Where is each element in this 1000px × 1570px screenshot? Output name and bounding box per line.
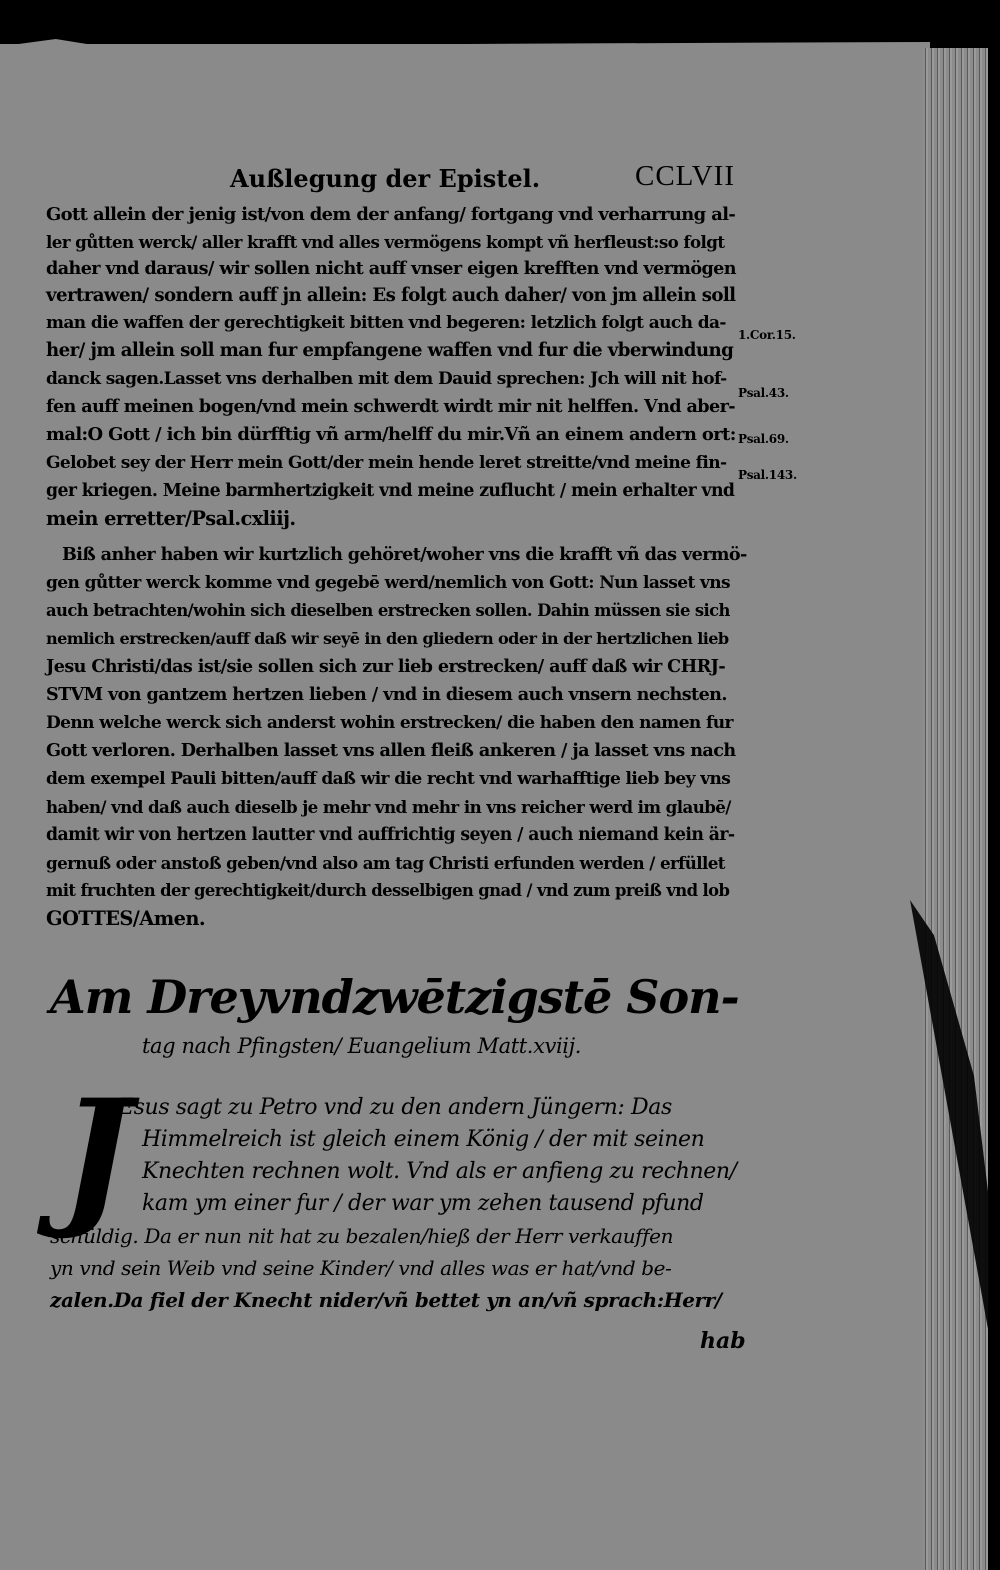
text-line: fen auff meinen bogen/vnd mein schwerdt wirdt mir nit helffen. Vnd aber- <box>46 396 735 417</box>
text-line: Esus sagt zu Petro vnd zu den andern Jüngern: Das <box>118 1095 672 1120</box>
section-subheading: tag nach Pfingsten/ Euangelium Matt.xviij. <box>142 1034 582 1058</box>
text-line: vertrawen/ sondern auff jn allein: Es folgt auch daher/ von jm allein soll <box>46 285 736 306</box>
text-line: mal:O Gott / ich bin dürfftig vñ arm/helff du mir.Vñ an einem andern ort: <box>46 424 736 445</box>
text-line: Jesu Christi/das ist/sie sollen sich zur lieb erstrecken/ auff daß wir CHRJ- <box>46 656 726 677</box>
text-line: Gott allein der jenig ist/von dem der anfang/ fortgang vnd verharrung al- <box>46 204 736 225</box>
text-line: ler gůtten werck/ aller krafft vnd alles vermögens kompt vñ herfleust:so folgt <box>46 232 725 252</box>
text-line: Gott verloren. Derhalben lasset vns allen fleiß ankeren / ja lasset vns nach <box>46 740 736 761</box>
text-line: kam ym einer fur / der war ym zehen tausend pfund <box>142 1191 704 1216</box>
running-title: Außlegung der Epistel. <box>230 164 541 193</box>
text-line: damit wir von hertzen lautter vnd auffrichtig seyen / auch niemand kein är- <box>46 825 735 845</box>
text-line: man die waffen der gerechtigkeit bitten vnd begeren: letzlich folgt auch da- <box>46 313 726 333</box>
text-line: ger kriegen. Meine barmhertzigkeit vnd meine zuflucht / mein erhalter vnd <box>46 481 735 501</box>
text-line: Denn welche werck sich anderst wohin erstrecken/ die haben den namen fur <box>46 713 733 733</box>
text-line: nemlich erstrecken/auff daß wir seyē in den gliedern oder in der hertzlichen lieb <box>46 629 729 648</box>
text-line: Biß anher haben wir kurtzlich gehöret/woher vns die krafft vñ das vermö- <box>62 544 747 565</box>
text-line: danck sagen.Lasset vns derhalben mit dem Dauid sprechen: Jch will nit hof- <box>46 369 727 389</box>
text-line: gen gůtter werck komme vnd gegebē werd/nemlich von Gott: Nun lasset vns <box>46 573 731 593</box>
text-line: mein erretter/Psal.cxliij. <box>46 507 296 530</box>
text-line: her/ jm allein soll man fur empfangene waffen vnd fur die vberwindung <box>46 340 734 361</box>
page-header <box>230 160 735 200</box>
text-line: zalen.Da fiel der Knecht nider/vñ bettet yn an/vñ sprach:Herr/ <box>50 1288 722 1312</box>
section-heading: Am Dreyvndzwētzigstē Son- <box>50 970 739 1024</box>
text-line: daher vnd daraus/ wir sollen nicht auff vnser eigen krefften vnd vermögen <box>46 258 736 279</box>
text-line: auch betrachten/wohin sich dieselben erstrecken sollen. Dahin müssen sie sich <box>46 601 730 620</box>
margin-note: Psal.69. <box>738 432 789 446</box>
margin-note: Psal.43. <box>738 386 789 400</box>
text-line: yn vnd sein Weib vnd seine Kinder/ vnd alles was er hat/vnd be- <box>50 1256 672 1280</box>
text-line: haben/ vnd daß auch dieselb je mehr vnd mehr in vns reicher werd im glaubē/ <box>46 797 731 817</box>
margin-note: 1.Cor.15. <box>738 328 796 342</box>
drop-cap: J <box>60 1067 132 1243</box>
text-line: schüldig. Da er nun nit hat zu bezalen/hieß der Herr verkauffen <box>50 1224 674 1248</box>
book-page-edges <box>922 48 988 1570</box>
catchword: hab <box>700 1328 746 1354</box>
text-line: STVM von gantzem hertzen lieben / vnd in diesem auch vnsern nechsten. <box>46 684 727 705</box>
text-line: Gelobet sey der Herr mein Gott/der mein hende leret streitte/vnd meine fin- <box>46 453 727 473</box>
text-line: mit fruchten der gerechtigkeit/durch desselbigen gnad / vnd zum preiß vnd lob <box>46 881 730 900</box>
folio-number: CCLVII <box>635 160 735 192</box>
text-line: gernuß oder anstoß geben/vnd also am tag Christi erfunden werden / erfüllet <box>46 853 725 873</box>
text-line: GOTTES/Amen. <box>46 907 206 930</box>
text-line: Himmelreich ist gleich einem König / der mit seinen <box>142 1127 705 1152</box>
text-line: Knechten rechnen wolt. Vnd als er anfieng zu rechnen/ <box>142 1159 737 1184</box>
text-line: dem exempel Pauli bitten/auff daß wir die recht vnd warhafftige lieb bey vns <box>46 769 731 789</box>
margin-note: Psal.143. <box>738 468 797 482</box>
